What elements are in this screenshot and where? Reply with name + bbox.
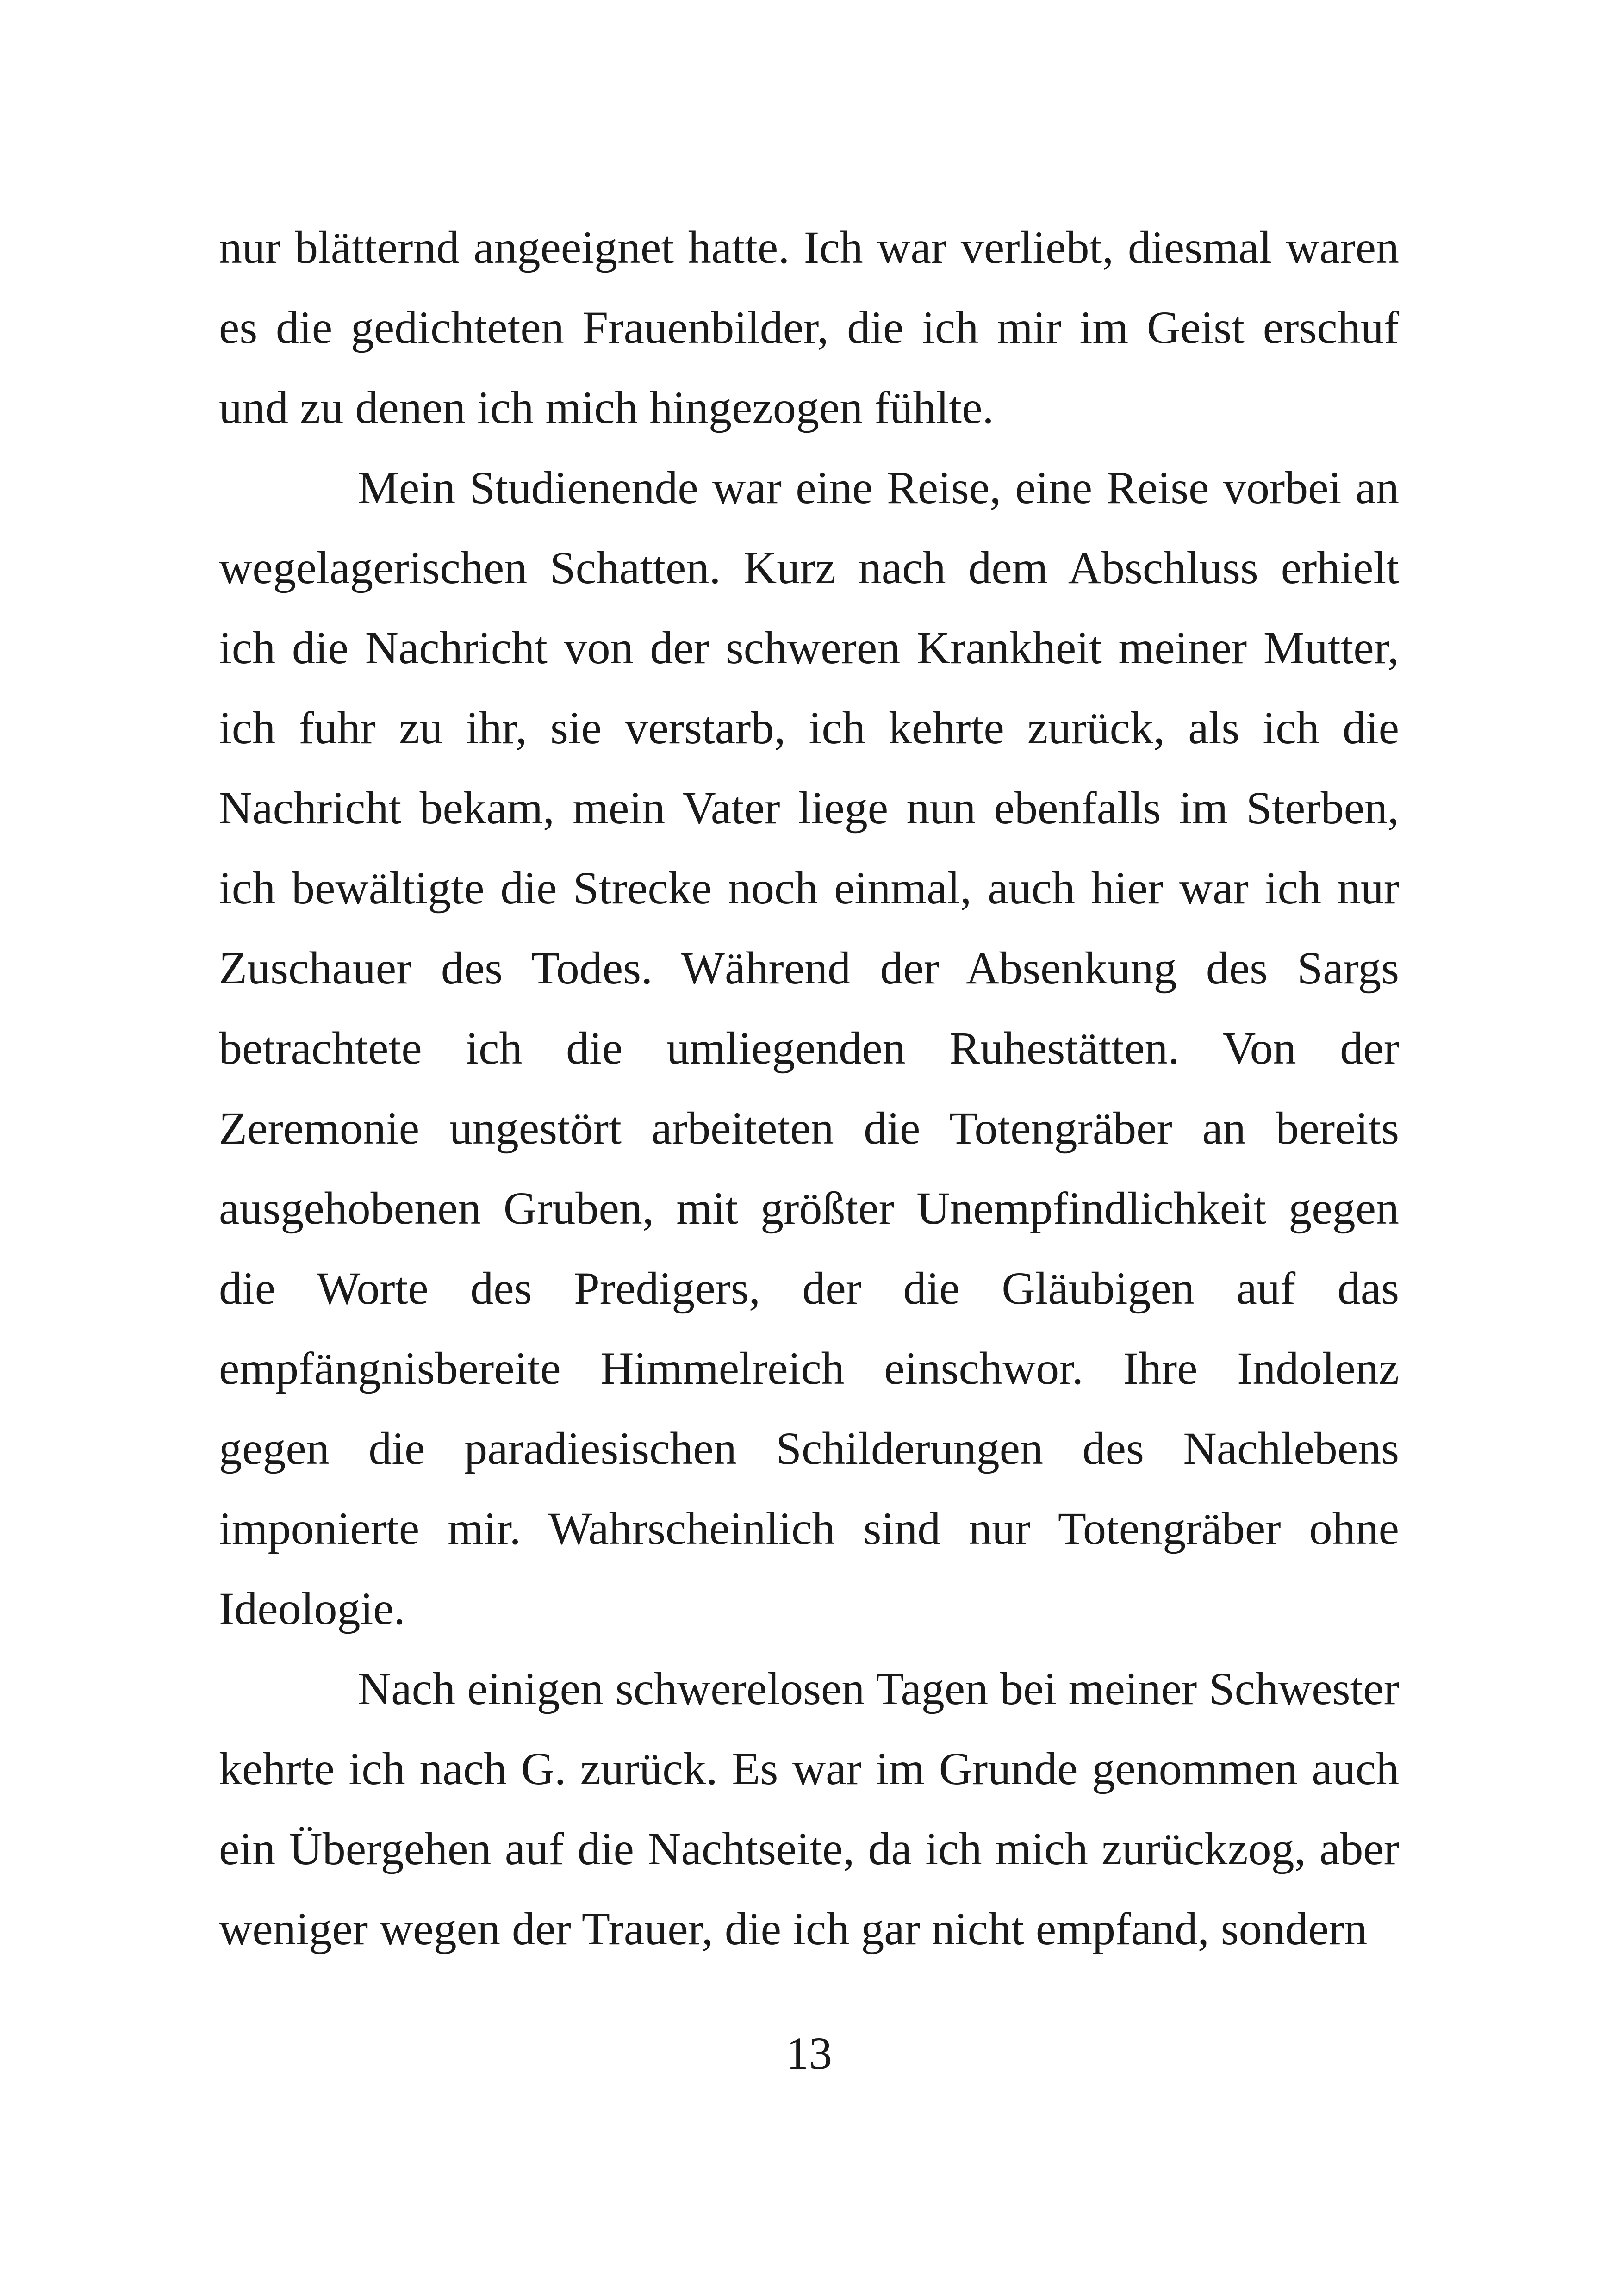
paragraph-1: nur blätternd angeeignet hatte. Ich war verliebt, diesmal waren es die gedichteten Frauenbilder, die ich mir im Geist erschuf und zu denen ich mich hingezogen fühlte. xyxy=(219,222,1399,433)
paragraph-3: Nach einigen schwerelosen Tagen bei meiner Schwester kehrte ich nach G. zurück. Es war im Grunde genommen auch ein Übergehen auf die Nachtseite, da ich mich zurückzog, aber weniger wegen der Trauer, die ich gar nicht empfand, sondern xyxy=(219,1663,1399,1954)
paragraph-2: Mein Studienende war eine Reise, eine Reise vorbei an wegelagerischen Schatten. Kurz nach dem Abschluss erhielt ich die Nachricht von der schweren Krankheit meiner Mutter, ich fuhr zu ihr, sie verstarb, ich kehrte zurück, als ich die Nachricht bekam, mein Vater liege nun ebenfalls im Sterben, ich bewältigte die Strecke noch einmal, auch hier war ich nur Zuschauer des Todes. Während der Absenkung des Sargs betrachtete ich die umliegenden Ruhestätten. Von der Zeremonie ungestört arbeiteten die Totengräber an bereits ausgehobenen Gruben, mit größter Unempfindlichkeit gegen die Worte des Predigers, der die Gläubigen auf das empfängnisbereite Himmelreich einschwor. Ihre Indolenz gegen die paradiesischen Schilderungen des Nachlebens imponierte mir. Wahrscheinlich sind nur Totengräber ohne Ideologie. xyxy=(219,462,1399,1634)
body-text xyxy=(219,207,1399,1969)
page-number: 13 xyxy=(786,2028,832,2079)
